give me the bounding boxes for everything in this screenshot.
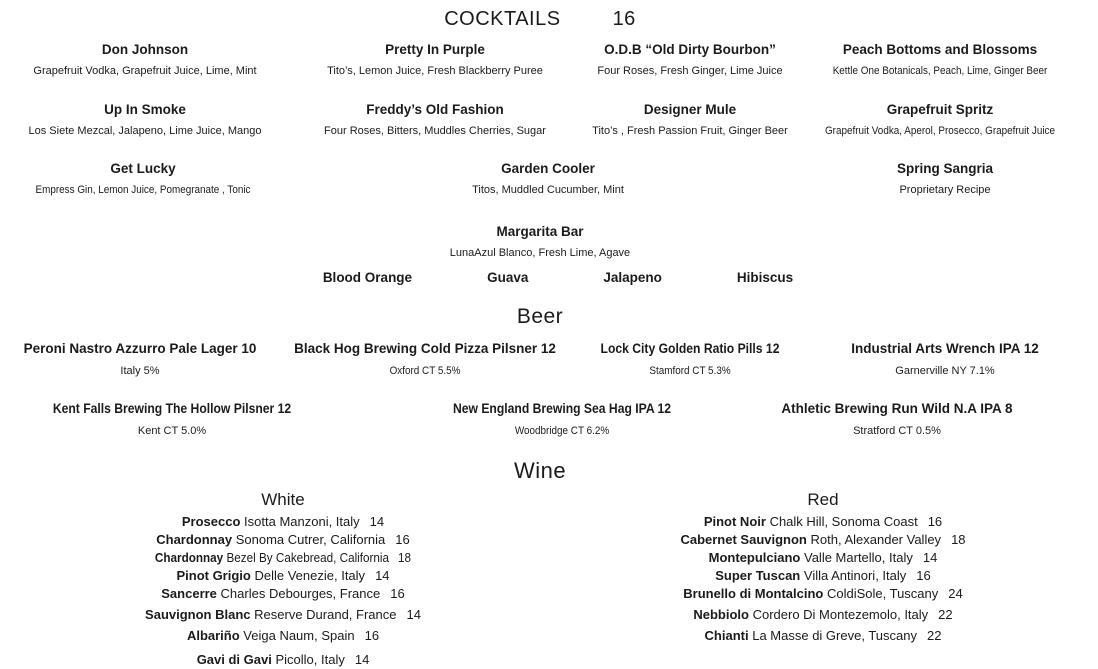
cocktail-ingredients: Empress Gin, Lemon Juice, Pomegranate , Tonic bbox=[35, 184, 251, 196]
wine-item bbox=[28, 549, 537, 567]
wine-price: 14 bbox=[369, 514, 385, 529]
wine-item bbox=[566, 549, 1080, 567]
margarita-name: Margarita Bar bbox=[496, 224, 584, 239]
wine-varietal: Pinot Grigio bbox=[176, 568, 251, 583]
wine-producer: Reserve Durand, France bbox=[254, 607, 397, 622]
beer-item bbox=[810, 340, 1080, 378]
cocktail-ingredients: Grapefruit Vodka, Aperol, Prosecco, Grapefruit Juice bbox=[824, 125, 1056, 137]
wine-price: 14 bbox=[406, 607, 421, 622]
beer-item bbox=[570, 340, 810, 378]
wine-price: 16 bbox=[364, 628, 380, 643]
flavor-label: Jalapeno bbox=[603, 270, 662, 285]
wine-item bbox=[566, 606, 1080, 624]
wine-item bbox=[0, 585, 566, 603]
wine-item bbox=[566, 627, 1080, 645]
wine-item bbox=[0, 531, 566, 549]
wine-price: 24 bbox=[948, 586, 963, 601]
cocktail-ingredients: Grapefruit Vodka, Grapefruit Juice, Lime, Mint bbox=[33, 65, 257, 77]
wine-producer: Sonoma Cutrer, California bbox=[235, 532, 386, 547]
wine-varietal: Chardonnay bbox=[154, 550, 224, 565]
beer-item bbox=[344, 400, 780, 438]
cocktail-name: Freddy’s Old Fashion bbox=[366, 102, 504, 117]
cocktail-ingredients: Tito’s , Fresh Passion Fruit, Ginger Beer bbox=[592, 125, 788, 137]
wine-varietal: Montepulciano bbox=[708, 550, 801, 565]
cocktail-item bbox=[0, 160, 286, 197]
beer-name: Black Hog Brewing Cold Pizza Pilsner 12 bbox=[294, 341, 556, 356]
wine-varietal: Brunello di Montalcino bbox=[683, 586, 824, 601]
white-wine-heading: White bbox=[261, 490, 305, 509]
wine-item bbox=[0, 651, 566, 669]
wine-producer: Cordero Di Montezemolo, Italy bbox=[752, 607, 929, 622]
wine-price: 14 bbox=[922, 550, 938, 565]
cocktails-price: 16 bbox=[612, 8, 636, 30]
wine-producer: ColdiSole, Tuscany bbox=[826, 586, 939, 601]
wine-price: 14 bbox=[354, 652, 370, 667]
wine-columns bbox=[0, 489, 1080, 669]
wine-price: 18 bbox=[398, 550, 412, 565]
beer-origin-abv: Stamford CT 5.3% bbox=[649, 365, 731, 377]
wine-item bbox=[566, 585, 1080, 603]
cocktail-name: Peach Bottoms and Blossoms bbox=[842, 42, 1038, 57]
flavor-label: Blood Orange bbox=[322, 270, 413, 285]
wine-producer: Picollo, Italy bbox=[275, 652, 345, 667]
beer-origin-abv: Woodbridge CT 6.2% bbox=[514, 425, 610, 437]
wine-varietal: Albariño bbox=[186, 628, 240, 643]
cocktail-item bbox=[290, 101, 580, 138]
flavor-label: Hibiscus bbox=[736, 270, 794, 285]
wine-item bbox=[566, 567, 1080, 585]
cocktails-title-row bbox=[0, 6, 1080, 32]
wine-varietal: Sancerre bbox=[161, 586, 217, 601]
cocktail-row bbox=[0, 101, 1080, 138]
cocktail-ingredients: Four Roses, Fresh Ginger, Lime Juice bbox=[597, 65, 783, 77]
wine-producer: Roth, Alexander Valley bbox=[810, 532, 942, 547]
cocktail-item bbox=[580, 41, 800, 78]
beer-name: Peroni Nastro Azzurro Pale Lager 10 bbox=[23, 341, 257, 356]
wine-price: 16 bbox=[390, 586, 405, 601]
beer-row bbox=[0, 400, 1080, 438]
wine-item bbox=[566, 531, 1080, 549]
beer-name: Lock City Golden Ratio Pills 12 bbox=[600, 341, 780, 356]
cocktail-ingredients: Four Roses, Bitters, Muddles Cherries, Sugar bbox=[324, 125, 546, 137]
cocktail-item bbox=[800, 41, 1080, 78]
wine-producer: Isotta Manzoni, Italy bbox=[244, 514, 360, 529]
cocktail-ingredients: Kettle One Botanicals, Peach, Lime, Ginger Beer bbox=[832, 65, 1048, 77]
cocktail-name: Pretty In Purple bbox=[385, 42, 485, 57]
beer-row bbox=[0, 340, 1080, 378]
wine-price: 14 bbox=[375, 568, 390, 583]
beer-name: New England Brewing Sea Hag IPA 12 bbox=[452, 401, 672, 416]
cocktail-name: Up In Smoke bbox=[104, 102, 186, 117]
cocktail-ingredients: Titos, Muddled Cucumber, Mint bbox=[472, 184, 624, 196]
cocktail-ingredients: Tito’s, Lemon Juice, Fresh Blackberry Puree bbox=[327, 65, 543, 77]
wine-price: 18 bbox=[951, 532, 966, 547]
wine-column-white bbox=[0, 489, 566, 669]
cocktail-item bbox=[810, 160, 1080, 197]
beer-name: Industrial Arts Wrench IPA 12 bbox=[851, 341, 1039, 356]
wine-varietal: Nebbiolo bbox=[693, 607, 749, 622]
beer-origin-abv: Oxford CT 5.5% bbox=[389, 365, 461, 377]
cocktail-item bbox=[800, 101, 1080, 138]
wine-varietal: Sauvignon Blanc bbox=[145, 607, 251, 622]
margarita-bar bbox=[0, 223, 1080, 286]
wine-producer: Veiga Naum, Spain bbox=[243, 628, 355, 643]
wine-price: 16 bbox=[395, 532, 410, 547]
wine-item bbox=[566, 513, 1080, 531]
cocktail-name: Garden Cooler bbox=[501, 161, 595, 176]
wine-varietal: Super Tuscan bbox=[715, 568, 801, 583]
cocktail-ingredients: Proprietary Recipe bbox=[899, 184, 991, 196]
cocktail-name: Don Johnson bbox=[101, 42, 189, 57]
beer-item bbox=[0, 340, 280, 378]
cocktail-name: O.D.B “Old Dirty Bourbon” bbox=[604, 42, 776, 57]
wine-producer: Villa Antinori, Italy bbox=[803, 568, 907, 583]
cocktail-name: Spring Sangria bbox=[896, 161, 994, 176]
wine-varietal: Pinot Noir bbox=[703, 514, 766, 529]
beer-origin-abv: Stratford CT 0.5% bbox=[853, 425, 941, 437]
wine-producer: La Masse di Greve, Tuscany bbox=[752, 628, 917, 643]
wine-producer: Chalk Hill, Sonoma Coast bbox=[769, 514, 918, 529]
cocktails-title: COCKTAILS bbox=[444, 8, 561, 30]
beer-name: Athletic Brewing Run Wild N.A IPA 8 bbox=[781, 401, 1013, 416]
beer-item bbox=[0, 400, 344, 438]
beer-item bbox=[280, 340, 570, 378]
wine-item bbox=[0, 627, 566, 645]
wine-varietal: Gavi di Gavi bbox=[196, 652, 272, 667]
wine-price: 22 bbox=[926, 628, 942, 643]
wine-producer: Valle Martello, Italy bbox=[804, 550, 913, 565]
wine-title: Wine bbox=[513, 458, 567, 483]
cocktail-row bbox=[0, 160, 1080, 197]
cocktail-name: Grapefruit Spritz bbox=[886, 102, 994, 117]
cocktail-item bbox=[0, 101, 290, 138]
white-wine-list bbox=[0, 513, 566, 669]
beer-title: Beer bbox=[516, 305, 564, 328]
cocktail-ingredients: Los Siete Mezcal, Jalapeno, Lime Juice, Mango bbox=[28, 125, 262, 137]
wine-column-red bbox=[566, 489, 1080, 669]
red-wine-list bbox=[566, 513, 1080, 645]
margarita-flavors bbox=[18, 269, 1098, 286]
wine-varietal: Chianti bbox=[704, 628, 749, 643]
cocktail-item bbox=[290, 41, 580, 78]
wine-price: 22 bbox=[938, 607, 953, 622]
wine-producer: Delle Venezie, Italy bbox=[254, 568, 366, 583]
cocktail-name: Designer Mule bbox=[643, 102, 737, 117]
beer-item bbox=[747, 400, 1047, 438]
wine-item bbox=[0, 567, 566, 585]
wine-varietal: Chardonnay bbox=[156, 532, 233, 547]
wine-item bbox=[0, 513, 566, 531]
wine-item bbox=[0, 606, 566, 624]
cocktail-name: Get Lucky bbox=[110, 161, 176, 176]
beer-origin-abv: Kent CT 5.0% bbox=[137, 425, 207, 437]
wine-varietal: Cabernet Sauvignon bbox=[680, 532, 807, 547]
beer-origin-abv: Italy 5% bbox=[120, 365, 160, 377]
beer-origin-abv: Garnerville NY 7.1% bbox=[895, 365, 995, 377]
wine-price: 16 bbox=[927, 514, 943, 529]
wine-varietal: Prosecco bbox=[181, 514, 241, 529]
margarita-ingredients: LunaAzul Blanco, Fresh Lime, Agave bbox=[449, 247, 631, 259]
wine-producer: Charles Debourges, France bbox=[220, 586, 381, 601]
cocktail-item bbox=[0, 41, 290, 78]
cocktail-item bbox=[580, 101, 800, 138]
cocktail-row bbox=[0, 41, 1080, 78]
red-wine-heading: Red bbox=[807, 490, 839, 509]
wine-price: 16 bbox=[916, 568, 931, 583]
flavor-label: Guava bbox=[487, 270, 529, 285]
cocktail-item bbox=[286, 160, 810, 197]
beer-name: Kent Falls Brewing The Hollow Pilsner 12 bbox=[52, 401, 292, 416]
wine-producer: Bezel By Cakebread, California bbox=[226, 550, 390, 565]
